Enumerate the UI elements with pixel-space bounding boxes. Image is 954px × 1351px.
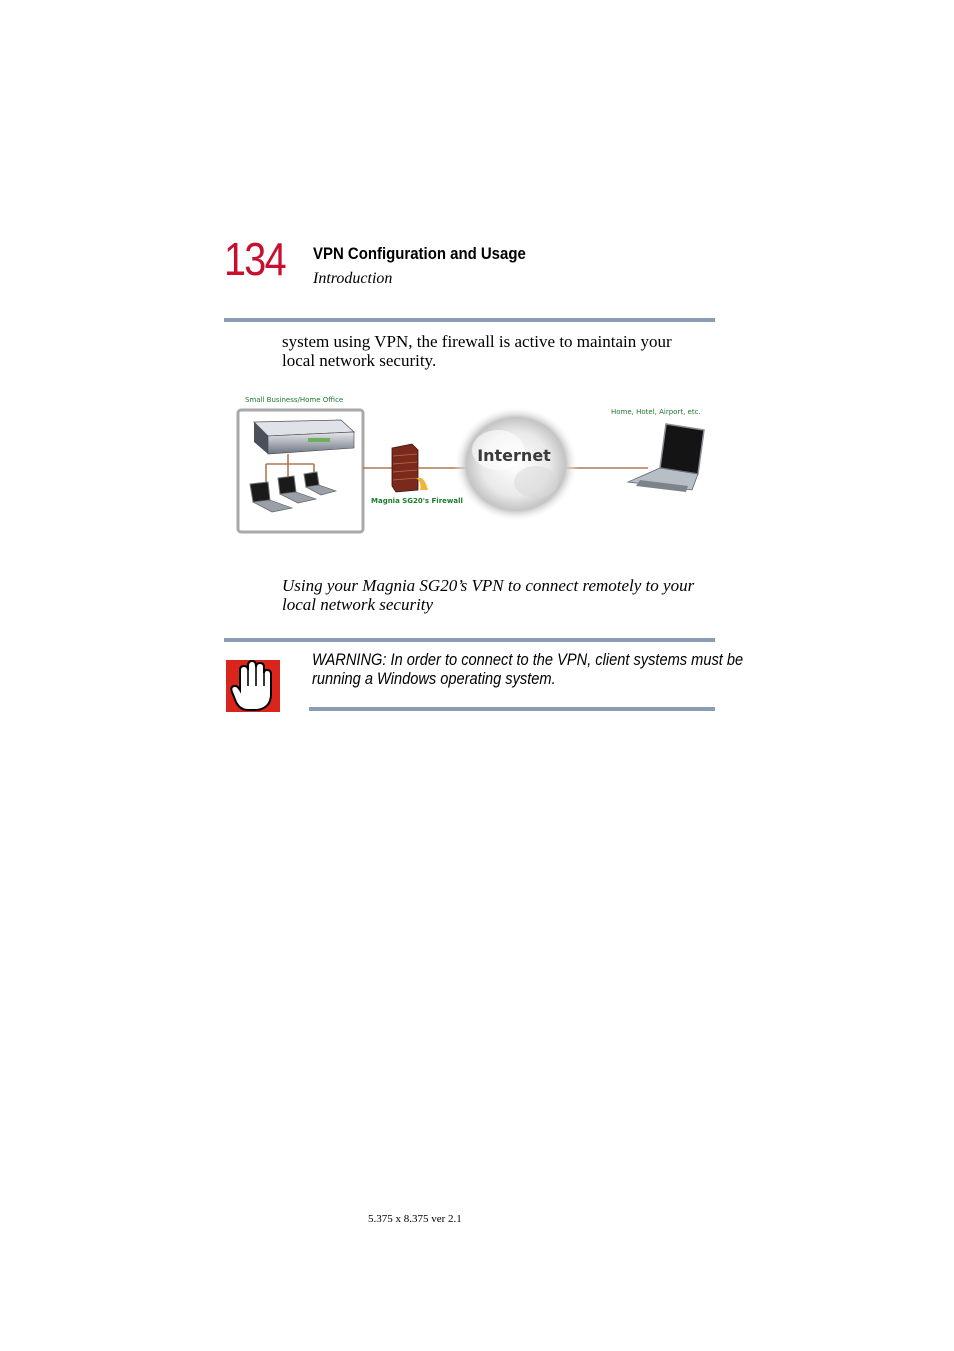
warning-top-rule: [224, 638, 715, 642]
internet-label: Internet: [477, 446, 551, 465]
vpn-network-figure: [236, 392, 714, 537]
stop-hand-icon: [226, 656, 280, 712]
figure-caption: [282, 576, 717, 614]
body-paragraph: [282, 332, 712, 370]
figure-caption-line: local network security: [282, 595, 434, 614]
warning-line: WARNING: In order to connect to the VPN, client systems must be: [312, 650, 744, 669]
header-rule: [224, 318, 715, 322]
office-label: Small Business/Home Office: [245, 396, 344, 404]
section-title: Introduction: [313, 270, 393, 287]
firewall-label: Magnia SG20's Firewall: [371, 497, 463, 505]
warning-line: running a Windows operating system.: [312, 669, 556, 688]
server-device-icon: [254, 420, 354, 454]
body-paragraph-line: local network security.: [282, 351, 437, 370]
body-paragraph-line: system using VPN, the firewall is active to maintain your: [282, 332, 672, 351]
remote-label: Home, Hotel, Airport, etc.: [611, 408, 701, 416]
warning-text: [312, 650, 744, 688]
remote-laptop-icon: [628, 424, 704, 492]
footer-version: 5.375 x 8.375 ver 2.1: [368, 1213, 462, 1225]
page-number: 134: [224, 233, 285, 285]
figure-caption-line: Using your Magnia SG20’s VPN to connect remotely to your: [282, 576, 695, 595]
warning-bottom-rule: [309, 707, 715, 711]
chapter-title: VPN Configuration and Usage: [313, 244, 526, 263]
